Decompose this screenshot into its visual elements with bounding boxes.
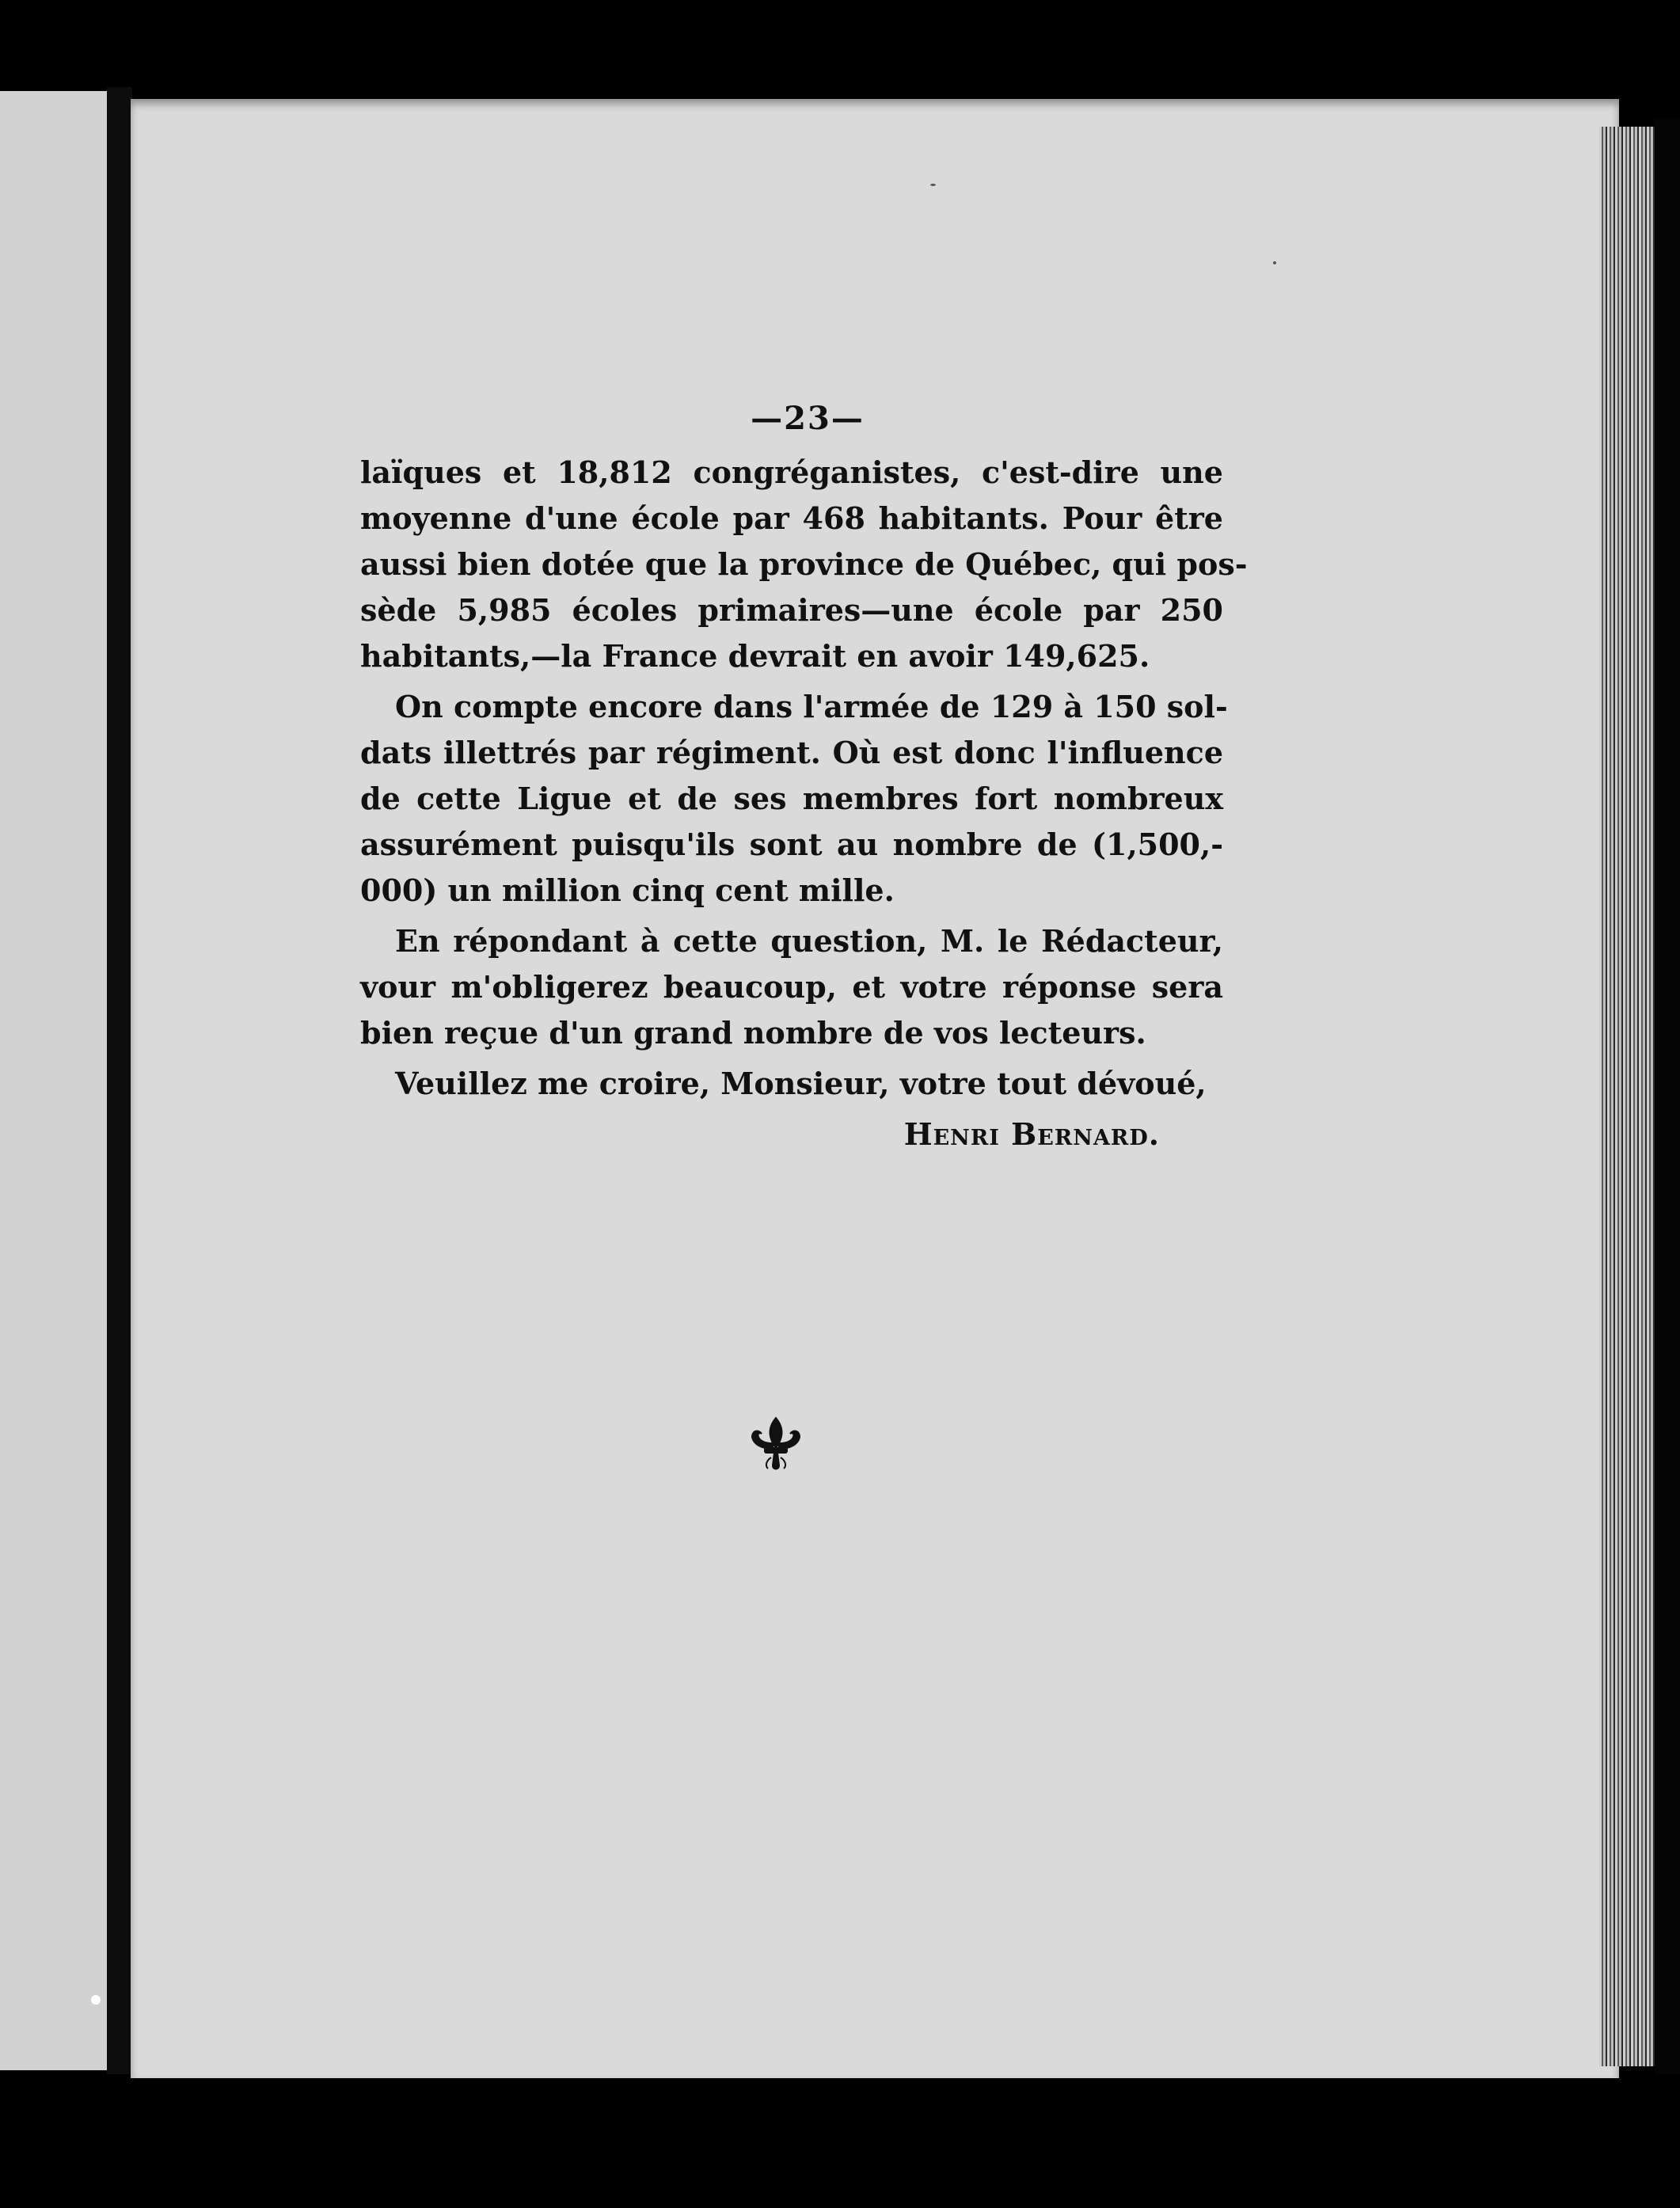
letter-signature: Henri Bernard.	[903, 1116, 1160, 1152]
text-line: aussi bien dotée que la province de Québec, qui pos-	[360, 546, 1248, 582]
text-line: bien reçue d'un grand nombre de vos lecteurs.	[360, 1015, 1146, 1051]
scan-speck	[930, 184, 936, 186]
scan-speck	[91, 1995, 101, 2005]
text-line: habitants,—la France devrait en avoir 149,625.	[360, 638, 1150, 674]
scan-border	[1655, 119, 1680, 2074]
text-line: On compte encore dans l'armée de 129 à 150 sol-	[395, 689, 1228, 724]
left-page-edge	[0, 91, 107, 2070]
page-number: —23—	[751, 400, 865, 437]
book-gutter	[107, 87, 132, 2074]
paragraph-1	[360, 450, 1248, 679]
page-text	[360, 396, 1248, 1157]
text-line: moyenne d'une école par 468 habitants. Pour être	[360, 500, 1223, 536]
text-line: de cette Ligue et de ses membres fort nombreux	[360, 781, 1223, 816]
fleur-de-lis-icon	[744, 1413, 808, 1476]
page-stack-edges	[1599, 127, 1655, 2066]
text-line: assurément puisqu'ils sont au nombre de (1,500,-	[360, 827, 1223, 862]
text-line: dats illettrés par régiment. Où est donc l'influence	[360, 735, 1223, 770]
text-line: laïques et 18,812 congréganistes, c'est-dire une	[360, 454, 1223, 490]
scan-speck	[1273, 261, 1276, 264]
text-line: sède 5,985 écoles primaires—une école par 250	[360, 592, 1223, 628]
text-line: 000) un million cinq cent mille.	[360, 872, 895, 908]
letter-closing: Veuillez me croire, Monsieur, votre tout dévoué,	[395, 1066, 1207, 1101]
paragraph-3	[360, 918, 1223, 1056]
text-line: En répondant à cette question, M. le Rédacteur,	[395, 923, 1223, 959]
text-line: vour m'obligerez beaucoup, et votre réponse sera	[360, 969, 1223, 1005]
paragraph-2	[360, 684, 1228, 914]
